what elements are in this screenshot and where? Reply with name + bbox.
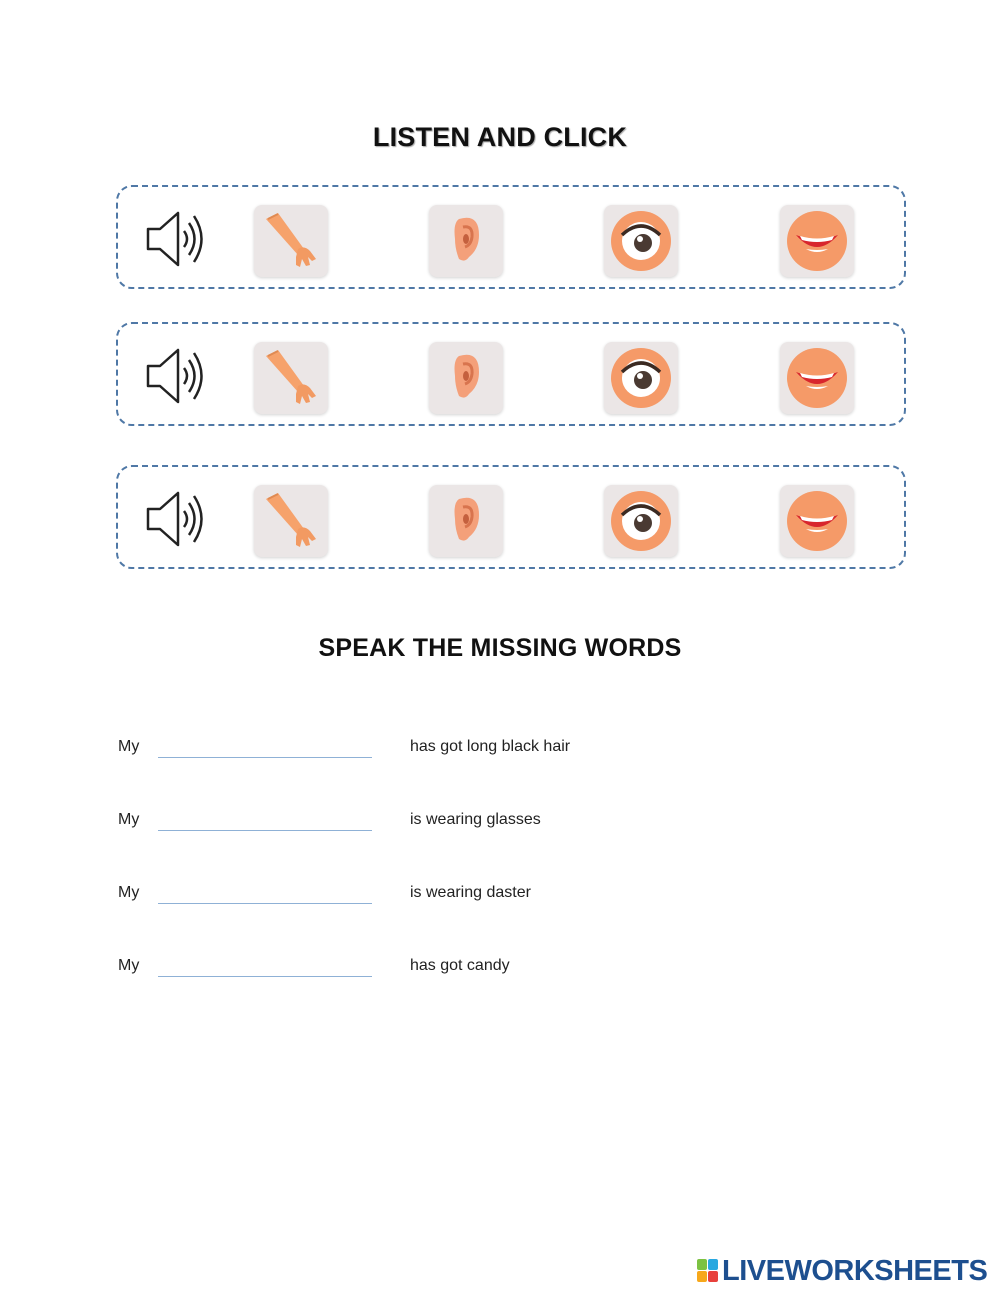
- speaker-icon[interactable]: [144, 207, 208, 271]
- mouth-icon: [780, 342, 854, 414]
- mouth-icon: [780, 205, 854, 277]
- sentence-prefix: My: [118, 884, 140, 901]
- sentence-prefix: My: [118, 738, 140, 755]
- missing-word-input[interactable]: [158, 974, 372, 977]
- sentence-suffix: is wearing daster: [410, 884, 531, 901]
- eye-icon: [604, 342, 678, 414]
- ear-icon: [429, 342, 503, 414]
- option-ear[interactable]: [429, 342, 503, 414]
- option-mouth[interactable]: [780, 205, 854, 277]
- missing-word-input[interactable]: [158, 901, 372, 904]
- listen-row-3: [116, 465, 906, 569]
- sentence-suffix: is wearing glasses: [410, 811, 541, 828]
- option-eye[interactable]: [604, 342, 678, 414]
- sentence-1: [0, 735, 1000, 765]
- brand-name: LIVEWORKSHEETS: [722, 1254, 988, 1287]
- sentence-prefix: My: [118, 957, 140, 974]
- option-eye[interactable]: [604, 485, 678, 557]
- arm-icon: [254, 342, 328, 414]
- sentence-2: [0, 808, 1000, 838]
- sentence-suffix: has got long black hair: [410, 738, 571, 755]
- listen-and-click-title: LISTEN AND CLICK: [372, 122, 628, 152]
- speaker-icon[interactable]: [144, 487, 208, 551]
- option-eye[interactable]: [604, 205, 678, 277]
- ear-icon: [429, 485, 503, 557]
- sentence-prefix: My: [118, 811, 140, 828]
- mouth-icon: [780, 485, 854, 557]
- ear-icon: [429, 205, 503, 277]
- sentence-4: [0, 954, 1000, 984]
- arm-icon: [254, 205, 328, 277]
- option-mouth[interactable]: [780, 342, 854, 414]
- eye-icon: [604, 485, 678, 557]
- listen-row-2: [116, 322, 906, 426]
- option-mouth[interactable]: [780, 485, 854, 557]
- speaker-icon[interactable]: [144, 344, 208, 408]
- missing-word-input[interactable]: [158, 755, 372, 758]
- liveworksheets-logo[interactable]: [697, 1254, 987, 1288]
- eye-icon: [604, 205, 678, 277]
- liveworksheets-logo-icon: [697, 1259, 719, 1283]
- listen-row-1: [116, 185, 906, 289]
- arm-icon: [254, 485, 328, 557]
- speak-missing-words-title: SPEAK THE MISSING WORDS: [318, 634, 682, 662]
- option-ear[interactable]: [429, 205, 503, 277]
- option-arm[interactable]: [254, 205, 328, 277]
- missing-word-input[interactable]: [158, 828, 372, 831]
- option-ear[interactable]: [429, 485, 503, 557]
- option-arm[interactable]: [254, 485, 328, 557]
- sentence-suffix: has got candy: [410, 957, 510, 974]
- sentence-3: [0, 881, 1000, 911]
- option-arm[interactable]: [254, 342, 328, 414]
